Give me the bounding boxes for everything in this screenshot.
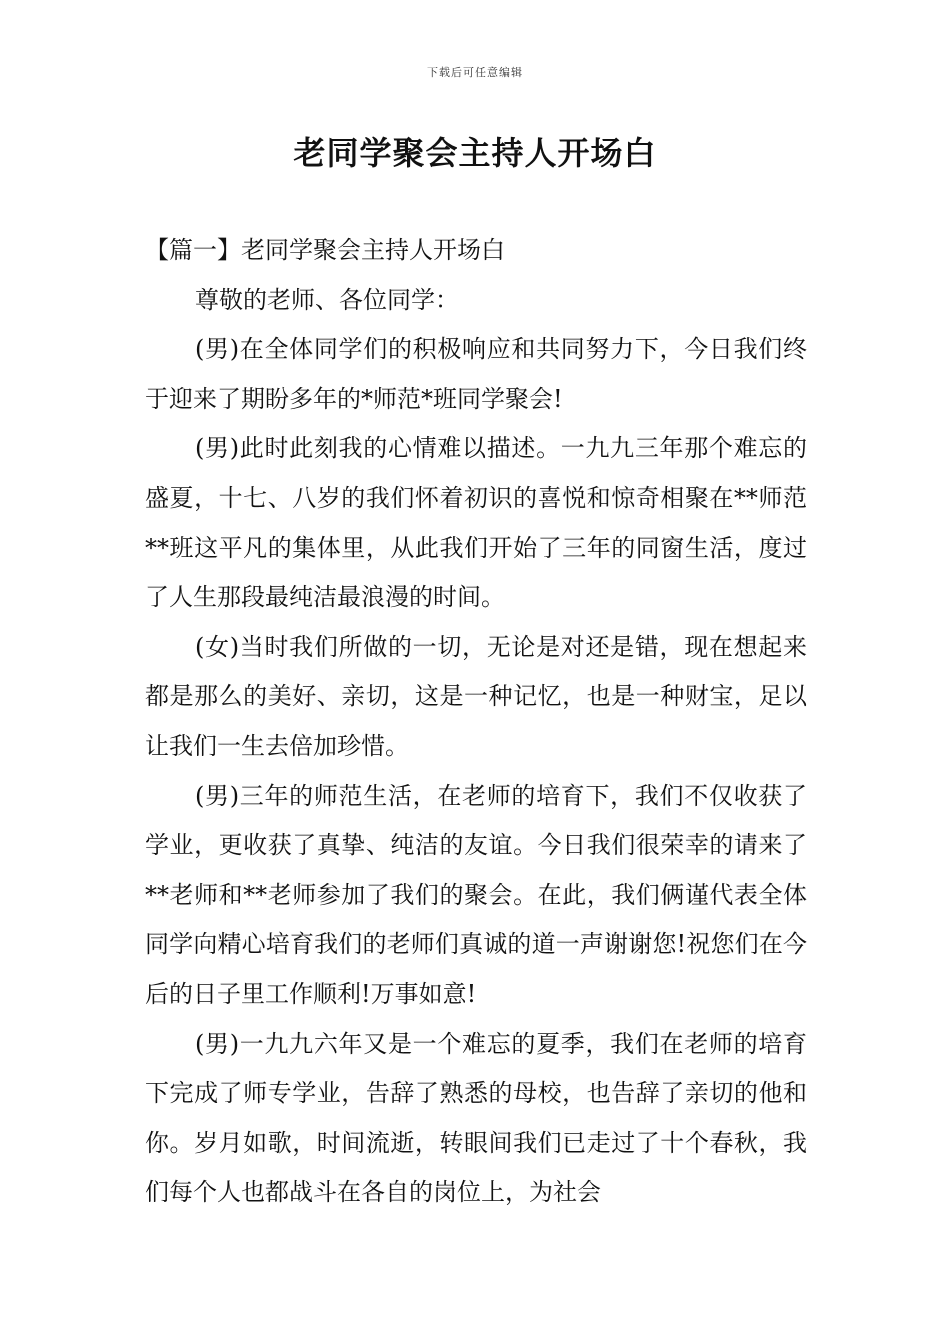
section-heading: 【篇一】老同学聚会主持人开场白 (145, 236, 505, 264)
header-note: 下载后可任意编辑 (427, 66, 523, 79)
paragraph: (女)当时我们所做的一切，无论是对还是错，现在想起来都是那么的美好、亲切，这是一种记忆，也是一种财宝，足以让我们一生去倍加珍惜。 (145, 632, 807, 760)
paragraph: (男)此时此刻我的心情难以描述。一九九三年那个难忘的盛夏，十七、八岁的我们怀着初识的喜悦和惊奇相聚在**师范**班这平凡的集体里，从此我们开始了三年的同窗生活，度过了人生那段最纯洁最浪漫的时间。 (145, 434, 807, 612)
document-title: 老同学聚会主持人开场白 (293, 134, 657, 172)
paragraph: (男)三年的师范生活，在老师的培育下，我们不仅收获了学业，更收获了真挚、纯洁的友谊。今日我们很荣幸的请来了**老师和**老师参加了我们的聚会。在此，我们俩谨代表全体同学向精心培育我们的老师们真诚的道一声谢谢您!祝您们在今后的日子里工作顺利!万事如意! (145, 781, 807, 1008)
paragraph-salutation: 尊敬的老师、各位同学： (195, 285, 459, 314)
paragraph: (男)在全体同学们的积极响应和共同努力下，今日我们终于迎来了期盼多年的*师范*班同学聚会! (145, 335, 807, 413)
paragraph: (男)一九九六年又是一个难忘的夏季，我们在老师的培育下完成了师专学业，告辞了熟悉的母校，也告辞了亲切的他和你。岁月如歌，时间流逝，转眼间我们已走过了十个春秋，我们每个人也都战斗在各自的岗位上，为社会 (145, 1029, 807, 1207)
document-body (145, 226, 807, 1218)
